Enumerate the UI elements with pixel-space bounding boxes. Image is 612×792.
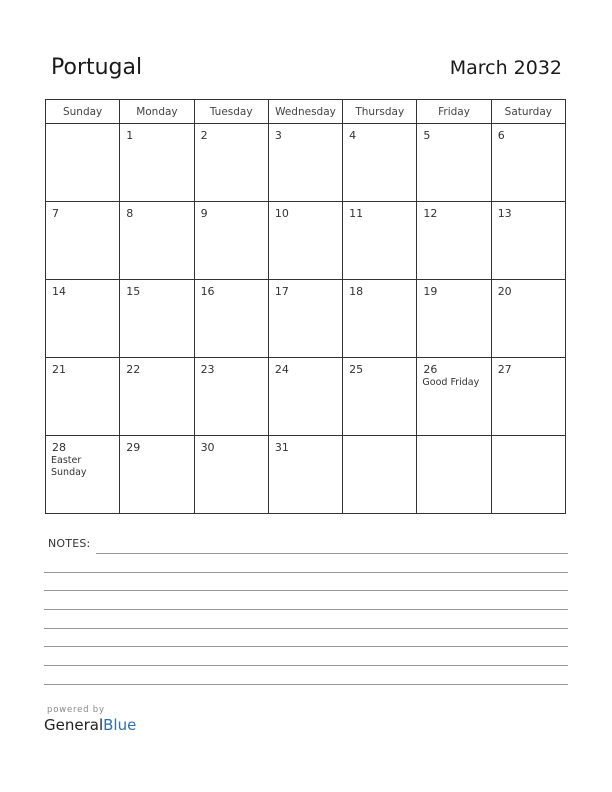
- day-cell: [268, 280, 342, 358]
- day-cell: [194, 124, 268, 202]
- day-cell: [120, 358, 194, 436]
- day-cell: [194, 202, 268, 280]
- day-cell: [417, 358, 491, 436]
- weekday-header: Sunday: [46, 100, 120, 124]
- day-cell: [491, 436, 565, 514]
- day-number: 31: [274, 441, 289, 454]
- day-number: 5: [423, 129, 431, 142]
- day-number: 26: [423, 363, 438, 376]
- note-line: [44, 572, 568, 573]
- day-cell: [120, 280, 194, 358]
- day-cell: [46, 436, 120, 514]
- month-year-title: March 2032: [449, 57, 562, 79]
- day-number: 13: [497, 207, 512, 220]
- day-cell: [120, 202, 194, 280]
- day-cell: [268, 124, 342, 202]
- day-cell: [491, 202, 565, 280]
- day-cell: [194, 280, 268, 358]
- powered-by-text: powered by: [47, 705, 105, 715]
- weekday-header-row: [46, 100, 566, 124]
- day-number: 29: [126, 441, 141, 454]
- day-number: 20: [497, 285, 512, 298]
- brand-general: General: [44, 716, 104, 734]
- day-cell: [120, 124, 194, 202]
- day-cell: [268, 202, 342, 280]
- weekday-header: Saturday: [491, 100, 565, 124]
- day-cell: [491, 124, 565, 202]
- generalblue-logo: [44, 716, 136, 734]
- day-number: 23: [200, 363, 215, 376]
- day-number: 27: [497, 363, 512, 376]
- day-number: 28: [52, 441, 66, 454]
- day-number: 2: [200, 129, 208, 142]
- day-cell: [343, 124, 417, 202]
- note-line: [44, 646, 568, 647]
- day-cell: [194, 358, 268, 436]
- day-number: 12: [423, 207, 438, 220]
- day-cell: [343, 280, 417, 358]
- day-cell: [417, 124, 491, 202]
- day-number: 6: [497, 129, 505, 142]
- week-row: [46, 358, 566, 436]
- day-cell: [46, 358, 120, 436]
- day-number: 24: [274, 363, 289, 376]
- weekday-header: Friday: [417, 100, 491, 124]
- day-number: 10: [274, 207, 289, 220]
- day-number: 8: [126, 207, 134, 220]
- day-cell: [46, 124, 120, 202]
- day-cell: [268, 436, 342, 514]
- day-cell: [120, 436, 194, 514]
- note-line: [96, 553, 568, 554]
- week-row: [46, 124, 566, 202]
- day-cell: [343, 436, 417, 514]
- day-number: 17: [274, 285, 289, 298]
- day-cell: [491, 358, 565, 436]
- day-number: 18: [349, 285, 364, 298]
- day-cell: [417, 436, 491, 514]
- week-row: [46, 436, 566, 514]
- day-number: 15: [126, 285, 141, 298]
- day-number: 7: [52, 207, 59, 220]
- weekday-header: Tuesday: [194, 100, 268, 124]
- day-cell: [194, 436, 268, 514]
- note-line: [44, 665, 568, 666]
- day-cell: [46, 202, 120, 280]
- day-cell: [46, 280, 120, 358]
- day-cell: [417, 202, 491, 280]
- note-line: [44, 628, 568, 629]
- day-number: 3: [274, 129, 282, 142]
- day-number: 22: [126, 363, 141, 376]
- day-number: 16: [200, 285, 215, 298]
- day-number: 9: [200, 207, 208, 220]
- week-row: [46, 202, 566, 280]
- weekday-header: Monday: [120, 100, 194, 124]
- brand-blue: Blue: [103, 716, 137, 734]
- country-title: Portugal: [51, 55, 143, 80]
- day-cell: [343, 358, 417, 436]
- calendar-grid: [45, 99, 566, 514]
- day-cell: [491, 280, 565, 358]
- day-number: 14: [52, 285, 66, 298]
- weekday-header: Wednesday: [268, 100, 342, 124]
- day-number: 30: [200, 441, 215, 454]
- day-cell: [268, 358, 342, 436]
- day-number: 21: [52, 363, 66, 376]
- notes-label: NOTES:: [48, 537, 91, 550]
- day-number: 11: [349, 207, 364, 220]
- holiday-label-good-friday: Good Friday: [422, 377, 480, 388]
- day-number: 19: [423, 285, 438, 298]
- day-number: 4: [349, 129, 357, 142]
- day-number: 25: [349, 363, 364, 376]
- day-cell: [417, 280, 491, 358]
- holiday-label-easter-sunday: Easter Sunday: [51, 455, 87, 478]
- note-line: [44, 684, 568, 685]
- note-line: [44, 609, 568, 610]
- day-cell: [343, 202, 417, 280]
- week-row: [46, 280, 566, 358]
- weekday-header: Thursday: [343, 100, 417, 124]
- note-line: [44, 590, 568, 591]
- day-number: 1: [126, 129, 134, 142]
